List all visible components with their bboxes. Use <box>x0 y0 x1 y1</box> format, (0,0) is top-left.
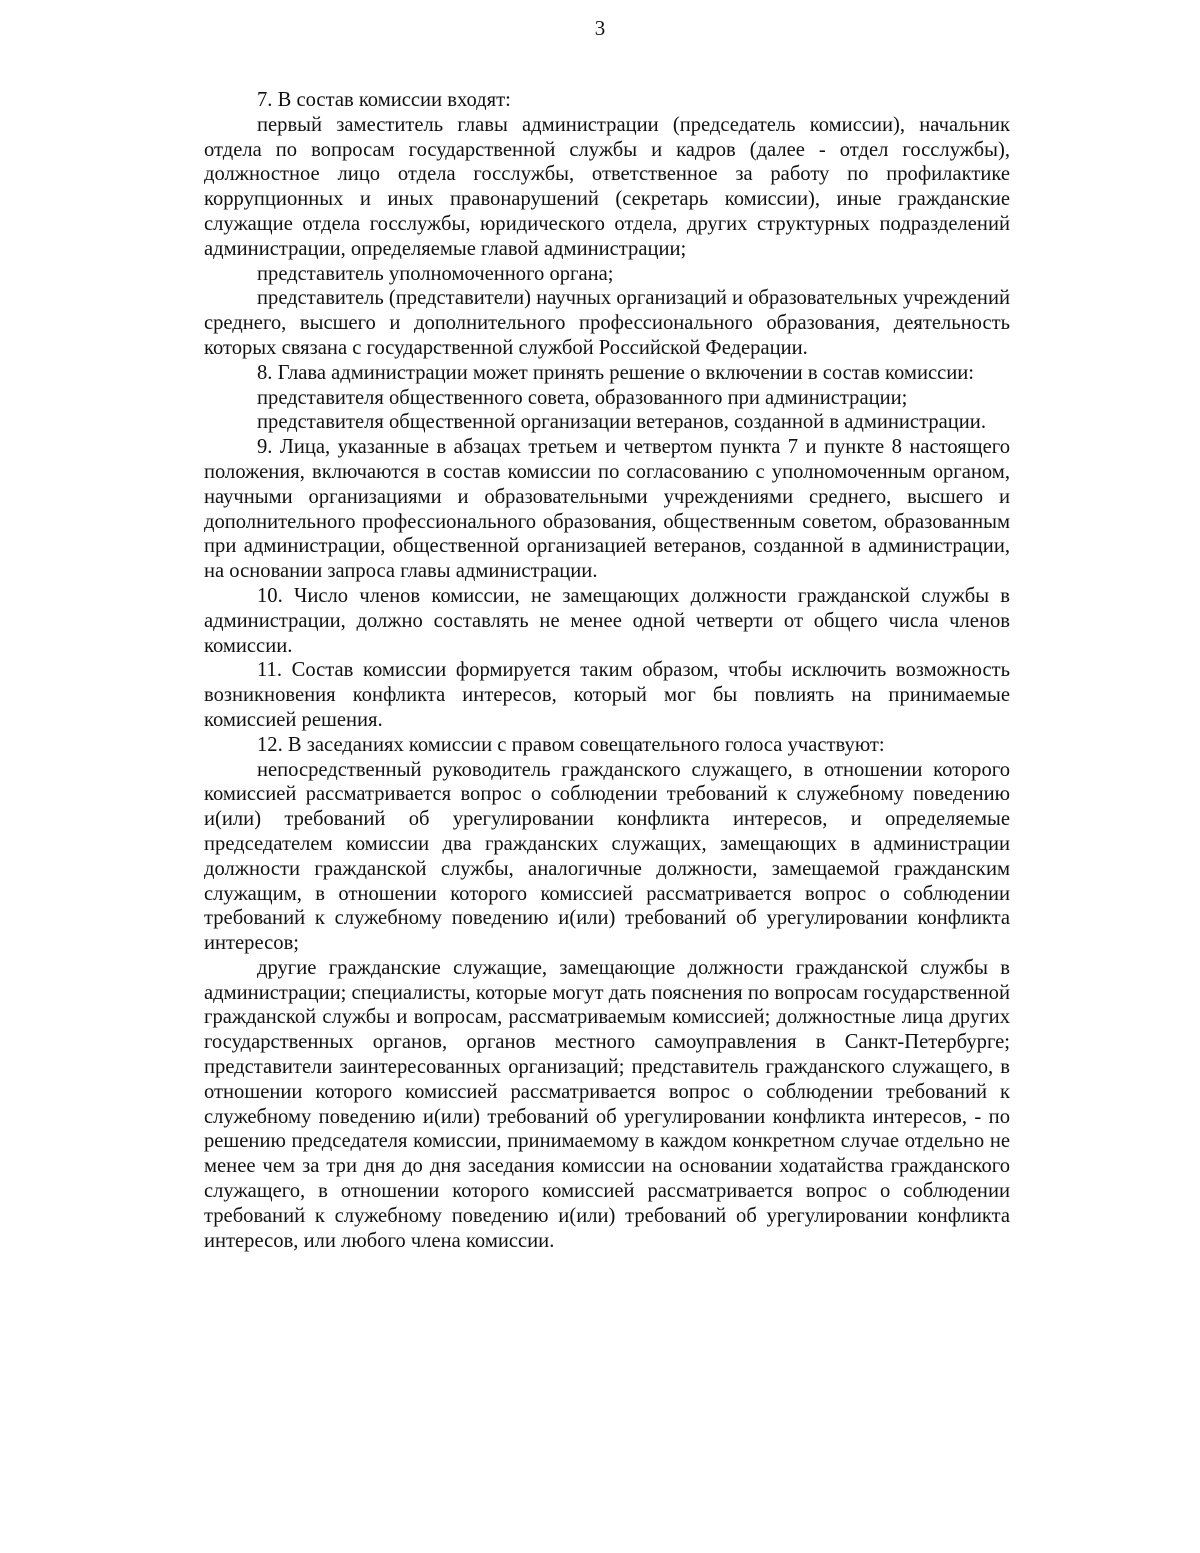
paragraph-12-other-participants: другие гражданские служащие, замещающие должности гражданской службы в администрации; специалисты, которые могут дать пояснения по вопросам государственной гражданской службы и вопросам, рассматриваемым комиссией; должностные лица других государственных органов, органов местного самоуправления в Санкт-Петербурге; представители заинтересованных организаций; представитель гражданского служащего, в отношении которого комиссией рассматривается вопрос о соблюдении требований к служебному поведению и(или) требований об урегулировании конфликта интересов, - по решению председателя комиссии, принимаемому в каждом конкретном случае отдельно не менее чем за три дня до дня заседания комиссии на основании ходатайства гражданского служащего, в отношении которого комиссией рассматривается вопрос о соблюдении требований к служебному поведению и(или) требований об урегулировании конфликта интересов, или любого члена комиссии. <box>204 956 1010 1252</box>
paragraph-8: 8. Глава администрации может принять решение о включении в состав комиссии: <box>257 361 975 384</box>
document-body <box>204 88 1010 1253</box>
paragraph-12: 12. В заседаниях комиссии с правом совещательного голоса участвуют: <box>257 733 885 756</box>
page-number: 3 <box>594 16 606 40</box>
paragraph-12-supervisor: непосредственный руководитель гражданского служащего, в отношении которого комиссией рассматривается вопрос о соблюдении требований к служебному поведению и(или) требований об урегулировании конфликта интересов, и определяемые председателем комиссии два гражданских служащих, замещающих в администрации должности гражданской службы, аналогичные должности, замещаемой гражданским служащим, в отношении которого комиссией рассматривается вопрос о соблюдении требований к служебному поведению и(или) требований об урегулировании конфликта интересов; <box>204 758 1010 955</box>
paragraph-7-authorized-body: представитель уполномоченного органа; <box>257 262 614 285</box>
paragraph-8-veterans: представителя общественной организации ветеранов, созданной в администрации. <box>257 411 986 434</box>
paragraph-10: 10. Число членов комиссии, не замещающих должности гражданской службы в администрации, должно составлять не менее одной четверти от общего числа членов комиссии. <box>204 584 1010 657</box>
paragraph-7-members: первый заместитель главы администрации (председатель комиссии), начальник отдела по вопросам государственной службы и кадров (далее - отдел госслужбы), должностное лицо отдела госслужбы, ответственное за работу по профилактике коррупционных и иных правонарушений (секретарь комиссии), иные гражданские служащие отдела госслужбы, юридического отдела, других структурных подразделений администрации, определяемые главой администрации; <box>204 113 1010 260</box>
paragraph-9: 9. Лица, указанные в абзацах третьем и четвертом пункта 7 и пункте 8 настоящего положения, включаются в состав комиссии по согласованию с уполномоченным органом, научными организациями и образовательными учреждениями среднего, высшего и дополнительного профессионального образования, общественным советом, образованным при администрации, общественной организацией ветеранов, созданной в администрации, на основании запроса главы администрации. <box>204 436 1010 583</box>
paragraph-11: 11. Состав комиссии формируется таким образом, чтобы исключить возможность возникновения конфликта интересов, который мог бы повлиять на принимаемые комиссией решения. <box>204 659 1010 731</box>
paragraph-7-scientific-representatives: представитель (представители) научных организаций и образовательных учреждений среднего, высшего и дополнительного профессионального образования, деятельность которых связана с государственной службой Российской Федерации. <box>204 287 1010 359</box>
paragraph-7-heading: 7. В состав комиссии входят: <box>257 89 511 111</box>
paragraph-8-public-council: представителя общественного совета, образованного при администрации; <box>257 386 908 409</box>
